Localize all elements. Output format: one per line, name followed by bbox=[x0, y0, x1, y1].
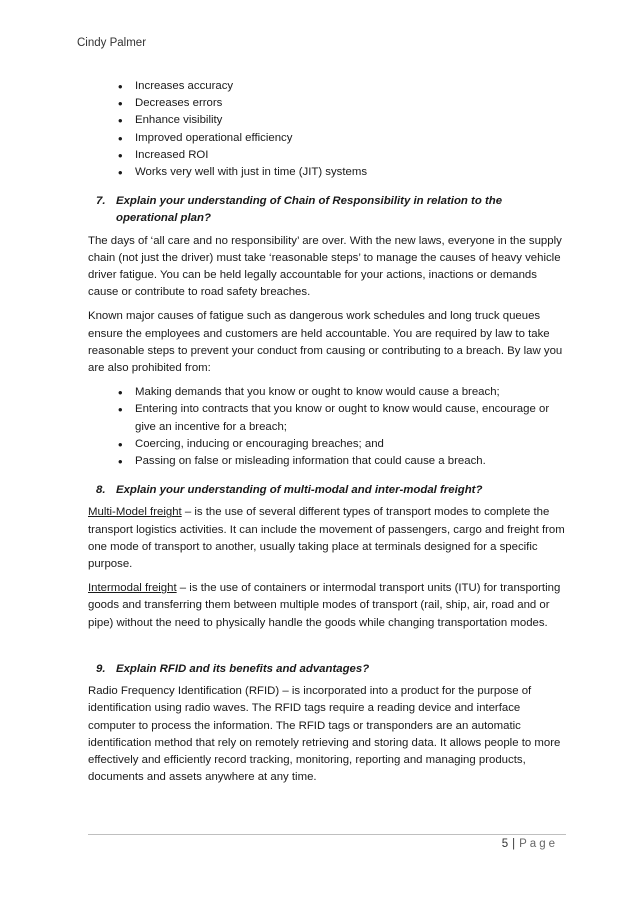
q8-paragraph-1 bbox=[88, 504, 566, 573]
question-text: Explain your understanding of Chain of Responsibility in relation to the operational plan? bbox=[116, 195, 503, 225]
list-item: • Improved operational efficiency bbox=[106, 130, 566, 147]
page-number bbox=[502, 838, 558, 850]
spacer bbox=[88, 639, 566, 649]
page-word: Page bbox=[519, 838, 558, 850]
question-number: 9. bbox=[96, 662, 106, 675]
q7-paragraph-1: The days of ‘all care and no responsibility’ are over. With the new laws, everyone in the supply chain (not just the driver) must take ‘reasonable steps’ to manage the causes of heavy vehicle driver fatigue. You can be held legally accountable for your actions, inactions or demands cause or contribute to road safety breaches. bbox=[88, 234, 562, 299]
list-item: • Passing on false or misleading information that could cause a breach. bbox=[106, 453, 566, 470]
intro-bullet-list bbox=[106, 78, 566, 181]
list-item: • Making demands that you know or ought to know would cause a breach; bbox=[106, 384, 566, 401]
question-8-heading bbox=[88, 482, 566, 499]
question-number: 7. bbox=[96, 195, 106, 208]
question-7-heading bbox=[88, 193, 566, 227]
list-item: • Works very well with just in time (JIT) systems bbox=[106, 164, 566, 181]
question-number: 8. bbox=[96, 484, 106, 497]
q8-paragraph-2 bbox=[88, 580, 566, 632]
list-item: • Coercing, inducing or encouraging breaches; and bbox=[106, 436, 566, 453]
page-number-separator: | bbox=[512, 838, 516, 850]
page-content bbox=[88, 78, 566, 793]
list-item: • Increases accuracy bbox=[106, 78, 566, 95]
list-item: • Decreases errors bbox=[106, 95, 566, 112]
q7-paragraph-2: Known major causes of fatigue such as dangerous work schedules and long truck queues ensure the employees and customers are held accountable. You are required by law to take reasonable steps to prevent your conduct from causing or contributing to a breach. By law you are also prohibited from: bbox=[88, 310, 563, 375]
term-multi-model-freight: Multi-Model freight bbox=[88, 506, 182, 519]
q9-paragraph-1: Radio Frequency Identification (RFID) – is incorporated into a product for the purpose of identification using radio waves. The RFID tags require a reading device and interface computer to process the information. The RFID tags or transponders are an automatic identification method that rely on remotely retrieving and storing data. It allows people to more effectively and efficiently record tracking, monitoring, reporting and managing products, documents and assets anywhere at any time. bbox=[88, 685, 561, 784]
footer-divider bbox=[88, 834, 566, 835]
question-text: Explain RFID and its benefits and advantages? bbox=[116, 662, 370, 675]
list-item: • Enhance visibility bbox=[106, 112, 566, 129]
definition-text: – is the use of several different types of transport modes to complete the transport logistics activities. It can include the movement of passengers, cargo and freight from one mode of transport to another, usually taking place at terminals designed for a specific purpose. bbox=[88, 506, 565, 571]
page-number-value: 5 bbox=[501, 838, 509, 850]
question-text: Explain your understanding of multi-modal and inter-modal freight? bbox=[116, 484, 483, 497]
definition-text: – is the use of containers or intermodal transport units (ITU) for transporting goods and transferring them between multiple modes of transport (rail, ship, air, road and or pipe) without the need to physically handle the goods while changing transportation modes. bbox=[88, 582, 561, 629]
list-item: • Increased ROI bbox=[106, 147, 566, 164]
term-intermodal-freight: Intermodal freight bbox=[88, 582, 177, 595]
q7-bullet-list bbox=[106, 384, 566, 470]
question-9-heading bbox=[88, 661, 566, 678]
list-item: • Entering into contracts that you know or ought to know would cause, encourage or give an incentive for a breach; bbox=[106, 401, 566, 435]
document-header-author: Cindy Palmer bbox=[77, 37, 147, 49]
